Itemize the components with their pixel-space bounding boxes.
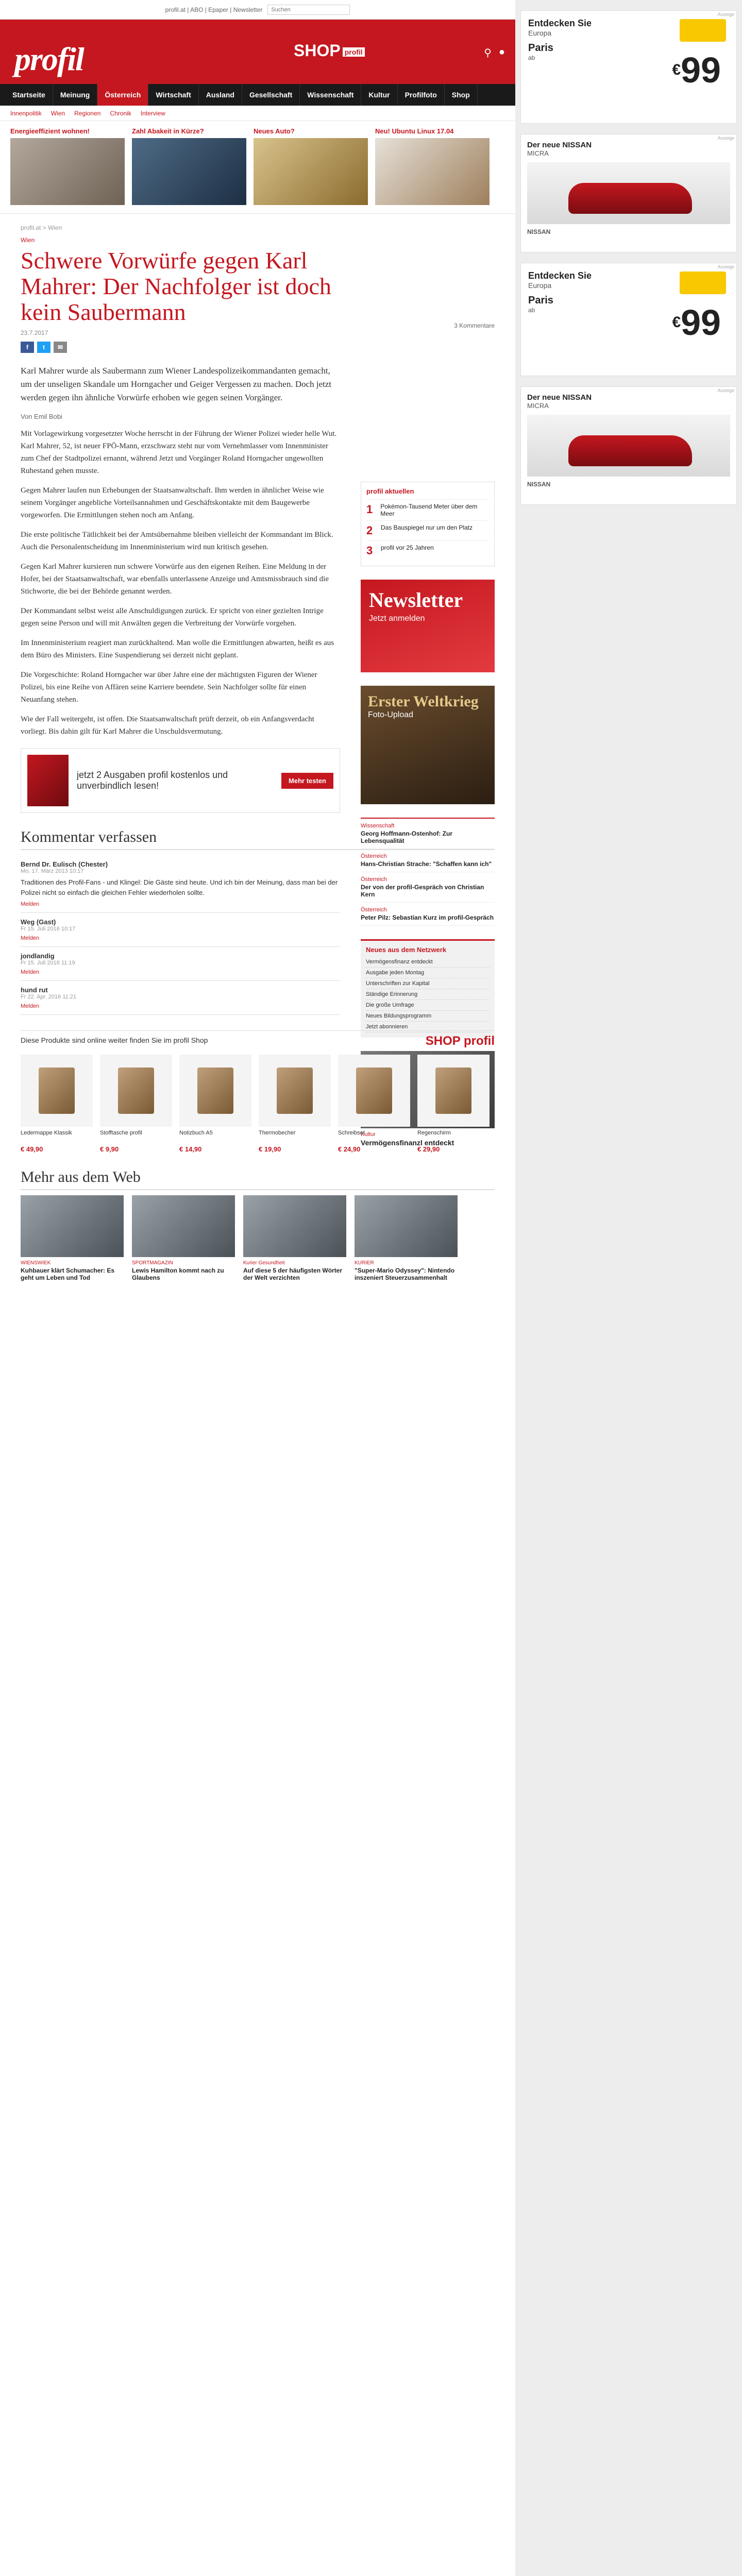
weltkrieg-sub: Foto-Upload <box>368 710 414 719</box>
network-link[interactable]: Ausgabe jeden Montag <box>366 968 490 978</box>
comment-user[interactable]: Weg (Gast) <box>21 918 56 926</box>
nav-item-österreich[interactable]: Österreich <box>97 84 148 106</box>
profil-logo[interactable]: profil <box>14 41 83 77</box>
shop-item-price: € 49,90 <box>21 1145 43 1153</box>
top-article-number: 2 <box>366 524 373 537</box>
ad-from: ab <box>528 307 535 314</box>
body-paragraph: Im Innenministerium reagiert man zurückhaltend. Man wolle die Ermittlungen abwarten, heißt es aus dem Büro des Ministers. Eine Suspendierung sei derzeit nicht geplant. <box>21 639 334 659</box>
web-card-title: Kuhbauer klärt Schumacher: Es geht um Leben und Tod <box>21 1267 115 1281</box>
network-link[interactable]: Neues Bildungsprogramm <box>366 1011 490 1022</box>
body-paragraph: Die Vorgeschichte: Roland Horngacher war über Jahre eine der mächtigsten Figuren der Wiener Polizei, bis eine Reihe von Affären seine Karriere beendete. Sein Nachfolger sollte für einen Neuanfang stehen. <box>21 671 317 704</box>
ad-subline: MICRA <box>527 149 549 157</box>
related-kicker: Österreich <box>361 876 387 883</box>
article-headline: Schwere Vorwürfe gegen Karl Mahrer: Der Nachfolger ist doch kein Saubermann <box>21 247 331 325</box>
web-card[interactable] <box>132 1195 235 1281</box>
ad-currency: € <box>672 314 681 331</box>
teaser-title: Neu! Ubuntu Linux 17.04 <box>375 127 454 135</box>
comment <box>21 913 340 947</box>
abo-text: jetzt 2 Ausgaben profil kostenlos und unverbindlich lesen! <box>77 770 228 791</box>
web-title: Mehr aus dem Web <box>21 1168 495 1190</box>
shop-item-price: € 14,90 <box>179 1145 202 1153</box>
network-link[interactable]: Jetzt abonnieren <box>366 1022 490 1032</box>
top-article-item[interactable] <box>366 499 489 520</box>
abo-button[interactable]: Mehr testen <box>281 773 333 789</box>
product-shape <box>39 1067 75 1114</box>
comments-link[interactable]: 3 Kommentare <box>454 322 495 329</box>
car-ad[interactable] <box>520 134 737 252</box>
body-paragraph: Die erste politische Tätlichkeit bei der Amtsübernahme bleiben vielleicht der Kommandant im Blick. Auch die Personalentscheidung im Innenministerium wird nun kritisch gesehen. <box>21 531 333 551</box>
shop-strip-logo[interactable]: SHOP profil <box>425 1034 495 1048</box>
shop-item-price: € 9,90 <box>100 1145 119 1153</box>
newsletter-banner[interactable] <box>361 580 495 672</box>
related-item[interactable] <box>361 903 495 926</box>
ad-subline: Europa <box>528 29 552 37</box>
network-box <box>361 939 495 1038</box>
comment <box>21 855 340 913</box>
teaser-title: Energieeffizient wohnen! <box>10 127 90 135</box>
related-item[interactable] <box>361 872 495 903</box>
top-article-text: Pokémon-Tausend Meter über dem Meer <box>380 503 478 517</box>
shop-item-name: Thermobecher <box>259 1130 296 1136</box>
shop-item-image <box>21 1055 93 1127</box>
network-link[interactable]: Ständige Erinnerung <box>366 989 490 1000</box>
nav-item-profilfoto[interactable]: Profilfoto <box>398 84 445 106</box>
ad-headline: Entdecken Sie <box>528 270 592 281</box>
top-bar <box>0 0 515 20</box>
report-link[interactable]: Melden <box>21 1003 40 1009</box>
article-kicker: Wien <box>21 236 35 244</box>
nav-item-wissenschaft[interactable]: Wissenschaft <box>300 84 361 106</box>
shop-item-image <box>179 1055 251 1127</box>
shop-item[interactable] <box>21 1055 93 1153</box>
nav-item-meinung[interactable]: Meinung <box>53 84 98 106</box>
teaser-title: Zahl Abakeit in Kürze? <box>132 127 204 135</box>
web-grid <box>21 1195 495 1281</box>
article-date: 23.7.2017 <box>21 329 48 336</box>
ad-tag: Anzeige <box>717 264 734 269</box>
ad-city: Paris <box>528 295 553 306</box>
body-paragraph: Gegen Mahrer laufen nun Erhebungen der Staatsanwaltschaft. Ihm werden in ähnlicher Weise wie seinem Vorgänger angebliche Vorteilsannahmen und Geschäftskontakte mit dem Baugewerbe vorgeworfen. Die Ermittlungen stehen noch am Anfang. <box>21 486 324 519</box>
shop-item[interactable] <box>100 1055 172 1153</box>
shop-item-price: € 24,90 <box>338 1145 361 1153</box>
ad-price: €99 <box>672 302 721 343</box>
twitter-icon[interactable]: t <box>37 342 50 353</box>
related-title: Der von der profil-Gespräch von Christian Kern <box>361 884 484 898</box>
shop-item-name: Regenschirm <box>417 1130 451 1136</box>
plane-icon <box>680 272 726 294</box>
shop-strip <box>21 1030 495 1153</box>
ad-brand-logo: NISSAN <box>527 481 551 488</box>
web-card-kicker: SPORTMAGAZIN <box>132 1260 173 1266</box>
top-article-number: 1 <box>366 503 373 516</box>
shop-label: SHOP <box>294 41 341 60</box>
shop-item-name: Schreibset <box>338 1130 365 1136</box>
sub-nav <box>0 106 515 121</box>
user-icon[interactable]: ● <box>498 46 505 58</box>
ad-tag: Anzeige <box>717 388 734 393</box>
web-card-kicker: Kurier Gesundheit <box>243 1260 285 1266</box>
comments-title: Kommentar verfassen <box>21 828 495 850</box>
mail-icon[interactable]: ✉ <box>54 342 67 353</box>
facebook-icon[interactable]: f <box>21 342 34 353</box>
ad-tag: Anzeige <box>717 12 734 17</box>
top-article-number: 3 <box>366 544 373 557</box>
car-image <box>527 162 730 224</box>
ad-from: ab <box>528 54 535 61</box>
comment <box>21 947 340 981</box>
shop-item-image <box>338 1055 410 1127</box>
search-icon[interactable]: ⚲ <box>484 47 492 59</box>
ad-currency: € <box>672 61 681 78</box>
body-paragraph: Gegen Karl Mahrer kursieren nun schwere Vorwürfe aus den eigenen Reihen. Eine Meldung in der Hofer, bei der Staatsanwaltschaft, war ebenfalls unterlassene Anzeige und Amtsmissbrauch sind die Stichworte, die bei der Behörde genannt werden. <box>21 563 329 596</box>
nav-item-shop[interactable]: Shop <box>445 84 478 106</box>
car-shape <box>568 435 692 466</box>
comment-user[interactable]: jondlandig <box>21 952 55 960</box>
report-link[interactable]: Melden <box>21 969 40 975</box>
top-article-item[interactable] <box>366 540 489 561</box>
subnav-item-interview[interactable]: Interview <box>140 109 165 117</box>
car-ad[interactable] <box>520 386 737 505</box>
network-link[interactable]: Die große Umfrage <box>366 1000 490 1011</box>
nav-item-startseite[interactable]: Startseite <box>5 84 53 106</box>
weltkrieg-title: Erster Weltkrieg <box>368 693 479 710</box>
web-card-image <box>132 1195 235 1257</box>
flight-ad[interactable] <box>520 263 737 376</box>
article-body <box>21 428 340 738</box>
teaser-image <box>375 138 490 205</box>
subnav-item-chronik[interactable]: Chronik <box>110 109 131 117</box>
product-shape <box>277 1067 313 1114</box>
shop-item-image <box>100 1055 172 1127</box>
top-article-text: profil vor 25 Jahren <box>381 544 434 551</box>
nav-item-kultur[interactable]: Kultur <box>361 84 397 106</box>
top-articles-head: profil aktuellen <box>366 487 414 495</box>
web-card-image <box>355 1195 458 1257</box>
newsletter-title: Newsletter <box>369 588 463 612</box>
product-shape <box>197 1067 233 1114</box>
newsletter-sub: Jetzt anmelden <box>369 614 425 623</box>
report-link[interactable]: Melden <box>21 935 40 941</box>
related-item[interactable] <box>361 819 495 849</box>
teaser-image <box>132 138 246 205</box>
shop-sub: profil <box>343 47 365 57</box>
site-header <box>0 20 515 84</box>
shop-item-name: Ledermappe Klassik <box>21 1130 72 1136</box>
shop-item-image <box>259 1055 331 1127</box>
top-article-text: Das Bauspiegel nur um den Platz <box>381 524 473 531</box>
shop-item-price: € 29,90 <box>417 1145 440 1153</box>
web-card-title: Lewis Hamilton kommt nach zu Glaubens <box>132 1267 224 1281</box>
ad-column <box>520 0 737 505</box>
top-articles-box <box>361 482 495 566</box>
shop-strip-title: Diese Produkte sind online weiter finden Sie im profil Shop <box>21 1036 208 1044</box>
network-link[interactable]: Unterschriften zur Kapital <box>366 978 490 989</box>
related-list <box>361 818 495 926</box>
plane-icon <box>680 19 726 42</box>
related-kicker: Österreich <box>361 907 387 913</box>
shop-item[interactable] <box>417 1055 490 1153</box>
product-shape <box>435 1067 471 1114</box>
ad-brand-logo: NISSAN <box>527 228 551 235</box>
teaser-strip <box>0 121 515 214</box>
nav-item-ausland[interactable]: Ausland <box>199 84 242 106</box>
shop-item[interactable] <box>338 1055 410 1153</box>
teaser-card[interactable] <box>132 127 246 205</box>
nav-item-gesellschaft[interactable]: Gesellschaft <box>242 84 300 106</box>
main-nav <box>0 84 515 106</box>
related-title: Georg Hoffmann-Ostenhof: Zur Lebensqualität <box>361 830 452 844</box>
body-paragraph: Mit Vorlagewirkung vorgesetzter Woche herrscht in der Führung der Wiener Polizei wieder helle Wut. Karl Mahrer, 52, ist neuer FPÖ-Mann, erzschwarz steht nur vom Vernehmlasser vom Innenminister zum Chef der Stadtpolizei ernannt, während Jetzt und Vorgänger Roland Horngacher ungewollten Ruhestand gehen musste. <box>21 430 337 475</box>
comment-user[interactable]: hund rut <box>21 986 48 994</box>
bottom-teaser-title: Vermögensfinanzl entdeckt <box>361 1139 454 1147</box>
breadcrumb[interactable]: profil.at > Wien <box>21 224 62 231</box>
subnav-item-regionen[interactable]: Regionen <box>74 109 101 117</box>
related-title: Peter Pilz: Sebastian Kurz im profil-Gespräch <box>361 914 494 921</box>
product-shape <box>118 1067 154 1114</box>
teaser-card[interactable] <box>254 127 368 205</box>
abo-box <box>21 748 340 813</box>
nav-item-wirtschaft[interactable]: Wirtschaft <box>148 84 198 106</box>
subnav-item-wien[interactable]: Wien <box>50 109 65 117</box>
article-author: Von Emil Bobi <box>21 413 62 420</box>
ad-tag: Anzeige <box>717 135 734 141</box>
article-lead: Karl Mahrer wurde als Saubermann zum Wiener Landespolizeikommandanten gemacht, um der unseligen Skandale um Horngacher und Geiger Vergessen zu machen. Doch jetzt werden gegen ihn ähnliche Vorwürfe erhoben wie gegen seinen Vorgänger. <box>21 366 332 402</box>
related-kicker: Wissenschaft <box>361 823 395 829</box>
web-card-image <box>21 1195 124 1257</box>
shop-item-name: Notizbuch A5 <box>179 1130 213 1136</box>
top-links[interactable]: profil.at | ABO | Epaper | Newsletter <box>165 6 263 13</box>
teaser-card[interactable] <box>375 127 490 205</box>
flight-ad[interactable] <box>520 10 737 124</box>
product-shape <box>356 1067 392 1114</box>
comment <box>21 981 340 1015</box>
subnav-item-innenpolitik[interactable]: Innenpolitik <box>10 109 42 117</box>
teaser-title: Neues Auto? <box>254 127 295 135</box>
web-card-title: "Super-Mario Odyssey": Nintendo inszeniert Steuerzusammenhalt <box>355 1267 455 1281</box>
web-card-image <box>243 1195 346 1257</box>
shop-item[interactable] <box>179 1055 251 1153</box>
comment-date: Mo, 17. März 2013 10:17 <box>21 868 84 874</box>
shop-item[interactable] <box>259 1055 331 1153</box>
comment-date: Fr 15. Juli 2016 10:17 <box>21 926 76 932</box>
web-card-title: Auf diese 5 der häufigsten Wörter der Welt verzichten <box>243 1267 343 1281</box>
car-shape <box>568 183 692 214</box>
network-head: Neues aus dem Netzwerk <box>366 946 447 954</box>
ad-subline: MICRA <box>527 402 549 410</box>
share-buttons <box>21 342 495 353</box>
teaser-card[interactable] <box>10 127 125 205</box>
network-link[interactable]: Vermögensfinanz entdeckt <box>366 957 490 968</box>
shop-item-name: Stofftasche profil <box>100 1130 142 1136</box>
shop-item-price: € 19,90 <box>259 1145 281 1153</box>
comment-user[interactable]: Bernd Dr. Eulisch (Chester) <box>21 860 108 868</box>
related-item[interactable] <box>361 849 495 872</box>
comment-date: Fr 15. Juli 2016 11:19 <box>21 960 75 966</box>
ad-headline: Der neue NISSAN <box>527 393 592 402</box>
web-card[interactable] <box>355 1195 458 1281</box>
weltkrieg-banner[interactable] <box>361 686 495 804</box>
comments-list <box>21 855 340 1015</box>
bottom-teaser-kicker: Kultur <box>361 1131 376 1138</box>
web-card-kicker: KURIER <box>355 1260 374 1266</box>
top-article-item[interactable] <box>366 520 489 540</box>
report-link[interactable]: Melden <box>21 901 40 907</box>
comment-text: Traditionen des Profil-Fans - und Klingel: Die Gäste sind heute. Und ich bin der Meinung, dass man bei der Polizei nicht so einfach die gleichen Fehler wiederholen sollte. <box>21 878 338 896</box>
search-input[interactable] <box>267 5 350 15</box>
car-image <box>527 415 730 477</box>
comment-date: Fr 22. Apr. 2016 11:21 <box>21 994 77 1000</box>
shop-item-image <box>417 1055 490 1127</box>
body-paragraph: Wie der Fall weitergeht, ist offen. Die Staatsanwaltschaft prüft derzeit, ob ein Anfangsverdacht vorliegt. Bis dahin gilt für Karl Mahrer die Unschuldsvermutung. <box>21 715 314 736</box>
web-card-kicker: WIENSWIEK <box>21 1260 51 1266</box>
web-card[interactable] <box>243 1195 346 1281</box>
ad-price: €99 <box>672 50 721 90</box>
ad-subline: Europa <box>528 281 552 290</box>
teaser-image <box>254 138 368 205</box>
related-title: Hans-Christian Strache: "Schaffen kann ich" <box>361 860 492 868</box>
web-card[interactable] <box>21 1195 124 1281</box>
ad-headline: Entdecken Sie <box>528 18 592 28</box>
teaser-image <box>10 138 125 205</box>
ad-headline: Der neue NISSAN <box>527 141 592 149</box>
ad-city: Paris <box>528 42 553 54</box>
body-paragraph: Der Kommandant selbst weist alle Anschuldigungen zurück. Er spricht von einer gezielten Intrige gegen seine Person und will mit Anwälten gegen die Verbreitung der Vorwürfe vorgehen. <box>21 607 324 628</box>
related-kicker: Österreich <box>361 853 387 859</box>
shop-logo[interactable] <box>294 41 365 60</box>
magazine-cover <box>27 755 69 806</box>
